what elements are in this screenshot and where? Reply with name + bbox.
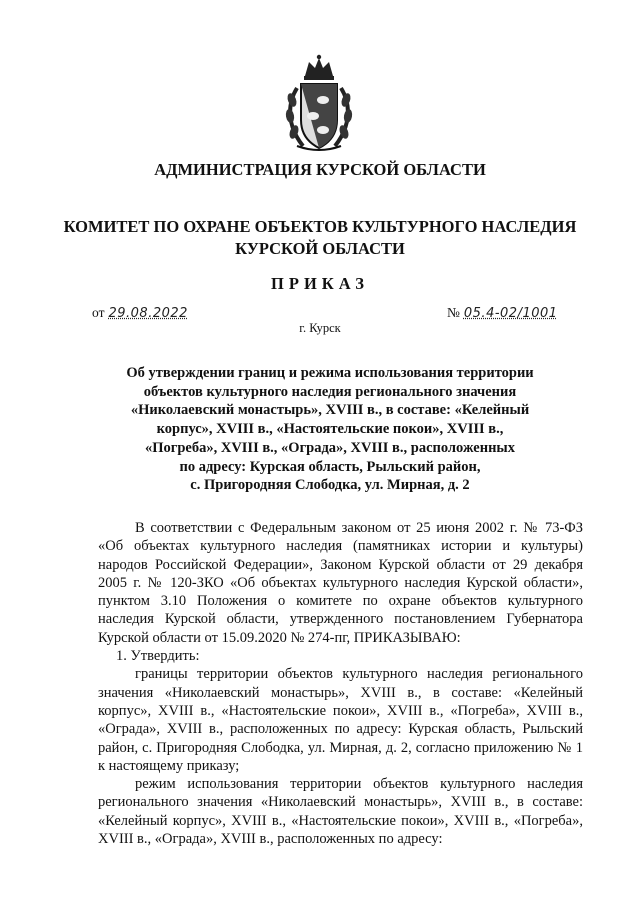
body-paragraph: В соответствии с Федеральным законом от 25 июня 2002 г. № 73-ФЗ «Об объектах культурного наследия (памятниках истории и культуры) народов Российской Федерации», Законом Курской области от 29 декабря 2005 г. № 120-ЗКО «Об объектах культурного наследия Курской области», пунктом 3.10 Положения о комитете по охране объектов культурного наследия Курской области, утвержденного постановлением Губернатора Курской области от 15.09.2020 № 274-пг, ПРИКАЗЫВАЮ: <box>98 520 583 646</box>
number-field <box>447 305 558 321</box>
order-body <box>98 519 583 848</box>
subject-line: «Николаевский монастырь», XVIII в., в составе: «Келейный <box>130 402 530 419</box>
number-prefix: № <box>447 305 460 320</box>
city-label: г. Курск <box>299 321 341 335</box>
number-value: 05.4-02/1001 <box>463 306 558 321</box>
coat-of-arms-emblem <box>283 54 355 154</box>
body-paragraph: границы территории объектов культурного наследия регионального значения «Николаевский монастырь», XVIII в., в составе: «Келейный корпус», XVIII в., «Настоятельские покои», XVIII в., «Погреба», XVIII в., «Ограда», XVIII в., расположенных по адресу: Курская область, Рыльский район, с. Пригородняя Слободка, ул. Мирная, д. 2, согласно приложению № 1 к настоящему приказу; <box>98 666 583 774</box>
body-paragraph: 1. Утвердить: <box>116 648 200 665</box>
subject-line: объектов культурного наследия регионального значения <box>143 383 517 400</box>
subject-line: Об утверждении границ и режима использования территории <box>126 365 534 381</box>
organization-title: АДМИНИСТРАЦИЯ КУРСКОЙ ОБЛАСТИ <box>154 160 486 179</box>
date-field <box>92 305 188 321</box>
subject-line: «Погреба», XVIII в., «Ограда», XVIII в., расположенных <box>144 439 515 456</box>
subject-line: корпус», XVIII в., «Настоятельские покои», XVIII в., <box>156 421 504 438</box>
body-paragraph: режим использования территории объектов культурного наследия регионального значения «Николаевский монастырь», XVIII в., в составе: «Келейный корпус», XVIII в., «Настоятельские покои», XVIII в., «Погреба», XVIII в., «Ограда», XVIII в., расположенных по адресу: <box>98 776 583 848</box>
committee-title-line2: КУРСКОЙ ОБЛАСТИ <box>235 239 405 258</box>
subject-line: с. Пригородняя Слободка, ул. Мирная, д. 2 <box>190 477 470 494</box>
subject-line: по адресу: Курская область, Рыльский район, <box>179 458 481 475</box>
date-value: 29.08.2022 <box>108 306 188 321</box>
order-subject <box>100 364 560 495</box>
committee-title-line1: КОМИТЕТ ПО ОХРАНЕ ОБЪЕКТОВ КУЛЬТУРНОГО НАСЛЕДИЯ <box>63 217 577 236</box>
committee-title <box>0 216 640 260</box>
document-type: ПРИКАЗ <box>271 274 369 293</box>
date-prefix: от <box>92 305 105 320</box>
